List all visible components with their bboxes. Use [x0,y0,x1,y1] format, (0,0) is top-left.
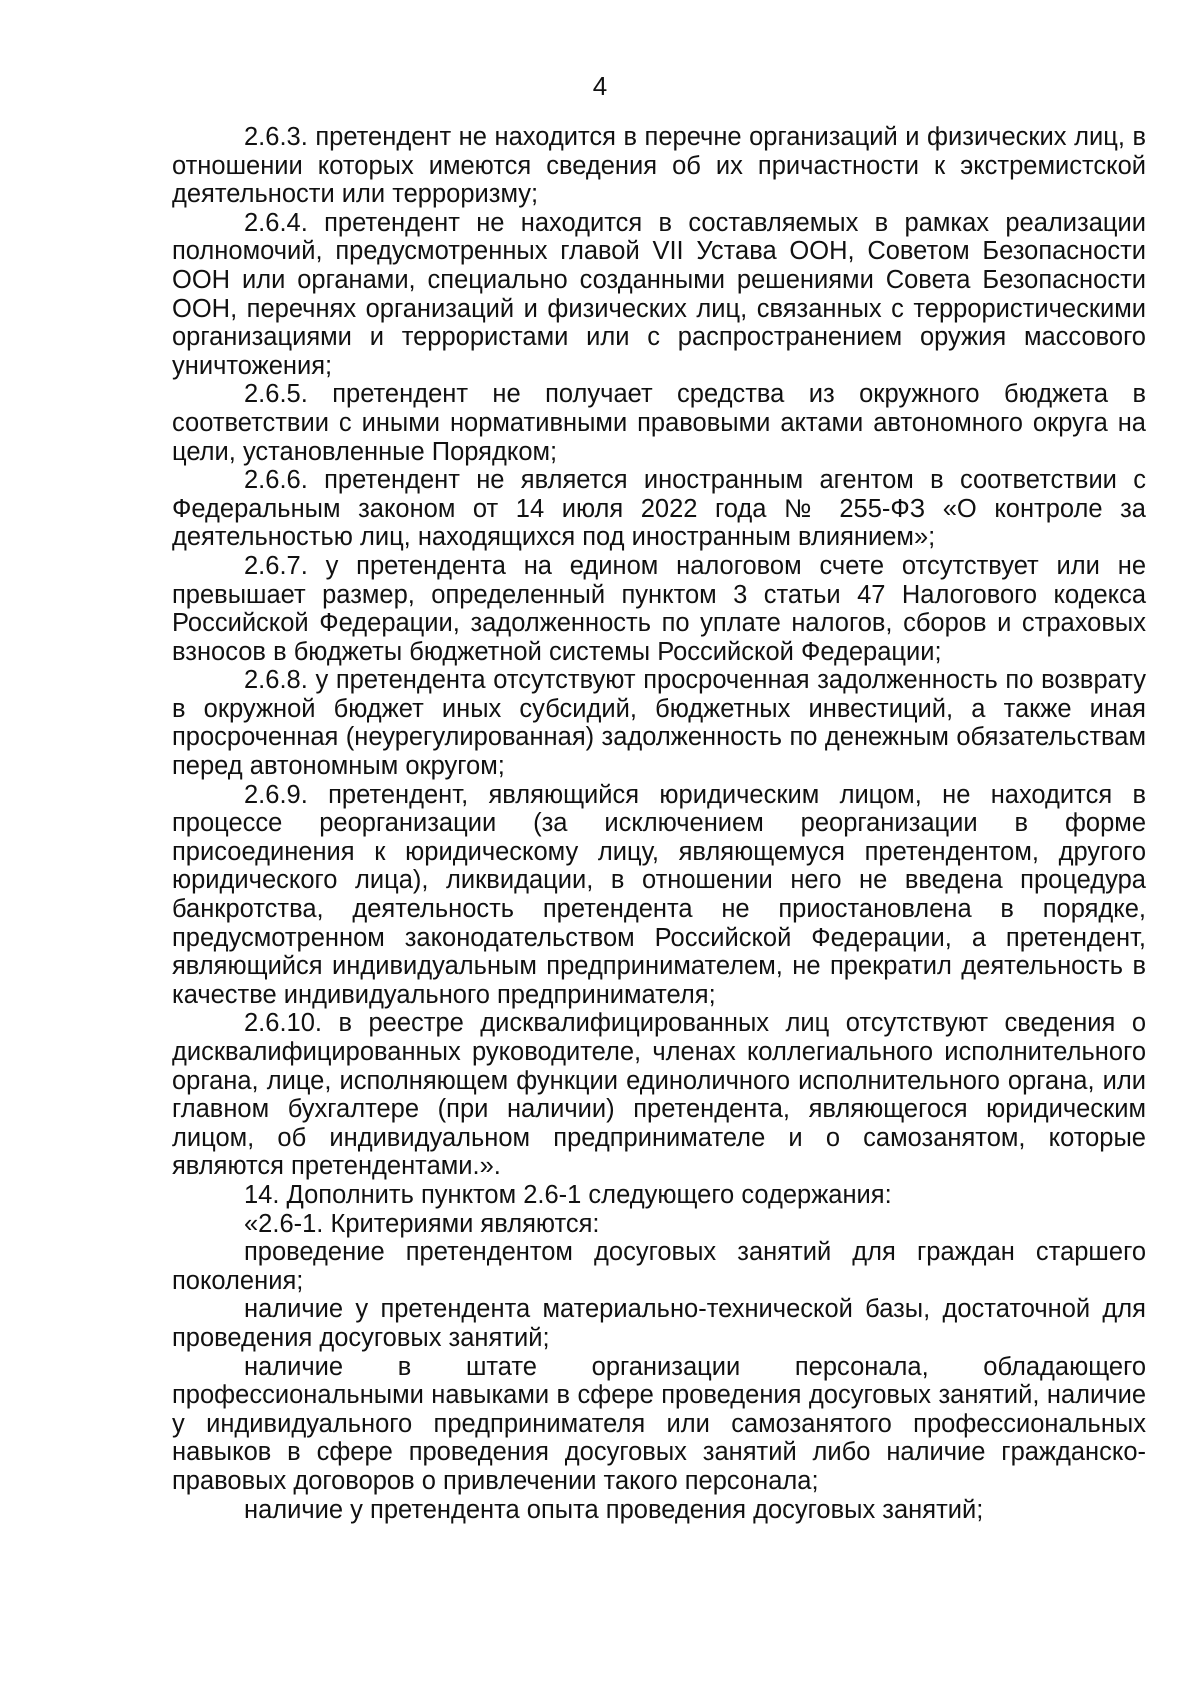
paragraph-2-6-8: 2.6.8. у претендента отсутствуют просроченная задолженность по возврату в окружной бюджет иных субсидий, бюджетных инвестиций, а также иная просроченная (неурегулированная) задолженность по денежным обязательствам перед автономным округом; [172,666,1146,781]
paragraph-2-6-6: 2.6.6. претендент не является иностранным агентом в соответствии с Федеральным законом от 14 июля 2022 года № 255-ФЗ «О контроле за деятельностью лиц, находящихся под иностранным влиянием»; [172,466,1146,552]
criterion-material-base: наличие у претендента материально-технической базы, достаточной для проведения досуговых занятий; [172,1295,1146,1352]
paragraph-2-6-1-intro: «2.6-1. Критериями являются: [244,1209,600,1238]
paragraph-2-6-9: 2.6.9. претендент, являющийся юридическим лицом, не находится в процессе реорганизации (за исключением реорганизации в форме присоединения к юридическому лицу, являющемуся претендентом, другого юридического лица), ликвидации, в отношении него не введена процедура банкротства, деятельность претендента не приостановлена в порядке, предусмотренном законодательством Российской Федерации, а претендент, являющийся индивидуальным предпринимателем, не прекратил деятельность в качестве индивидуального предпринимателя; [172,780,1146,1009]
document-body [172,123,1146,1524]
paragraph-item-14: 14. Дополнить пунктом 2.6-1 следующего содержания: [244,1180,892,1209]
paragraph-2-6-5: 2.6.5. претендент не получает средства из окружного бюджета в соответствии с иными нормативными правовыми актами автономного округа на цели, установленные Порядком; [172,380,1146,466]
paragraph-2-6-10: 2.6.10. в реестре дисквалифицированных лиц отсутствуют сведения о дисквалифицированных руководителе, членах коллегиального исполнительного органа, лице, исполняющем функции единоличного исполнительного органа, или главном бухгалтере (при наличии) претендента, являющегося юридическим лицом, об индивидуальном предпринимателе и о самозанятом, которые являются претендентами.». [172,1009,1146,1181]
criterion-staff: наличие в штате организации персонала, обладающего профессиональными навыками в сфере проведения досуговых занятий, наличие у индивидуального предпринимателя или самозанятого профессиональных навыков в сфере проведения досуговых занятий либо наличие гражданско-правовых договоров о привлечении такого персонала; [172,1352,1146,1495]
criterion-leisure-activities: проведение претендентом досуговых занятий для граждан старшего поколения; [172,1238,1146,1295]
paragraph-2-6-3: 2.6.3. претендент не находится в перечне организаций и физических лиц, в отношении которых имеются сведения об их причастности к экстремистской деятельности или терроризму; [172,123,1146,209]
paragraph-2-6-4: 2.6.4. претендент не находится в составляемых в рамках реализации полномочий, предусмотренных главой VII Устава ООН, Советом Безопасности ООН или органами, специально созданными решениями Совета Безопасности ООН, перечнях организаций и физических лиц, связанных с террористическими организациями и террористами или с распространением оружия массового уничтожения; [172,208,1146,380]
paragraph-2-6-7: 2.6.7. у претендента на едином налоговом счете отсутствует или не превышает размер, определенный пунктом 3 статьи 47 Налогового кодекса Российской Федерации, задолженность по уплате налогов, сборов и страховых взносов в бюджеты бюджетной системы Российской Федерации; [172,551,1146,666]
criterion-experience: наличие у претендента опыта проведения досуговых занятий; [244,1495,984,1524]
page-number: 4 [592,71,608,101]
